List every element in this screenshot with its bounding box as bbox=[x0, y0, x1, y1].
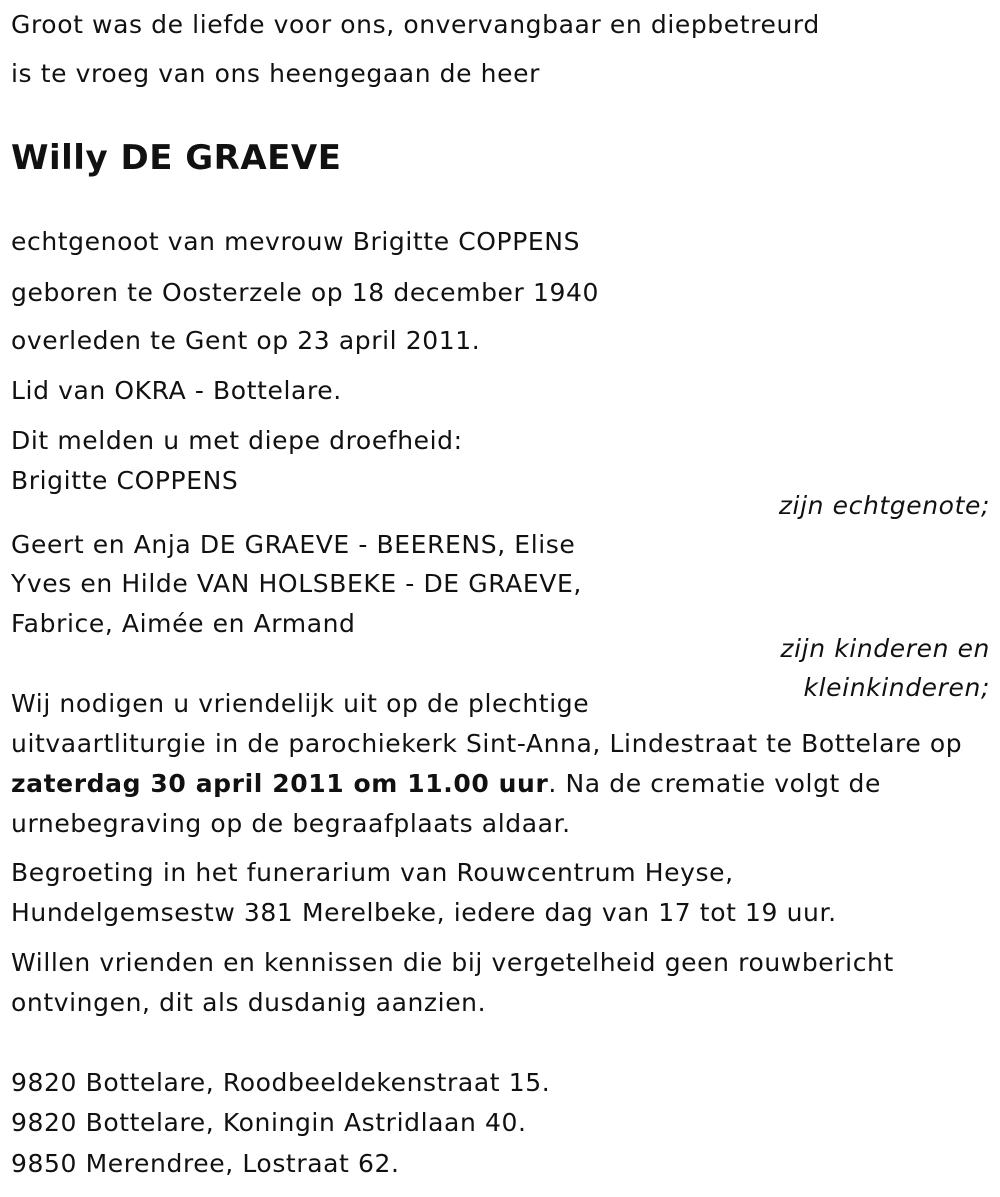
ceremony-line-2: uitvaartliturgie in de parochiekerk Sint-Anna, Lindestraat te Bottelare op bbox=[11, 729, 963, 758]
visitation-line-1: Begroeting in het funerarium van Rouwcentrum Heyse, bbox=[11, 858, 734, 887]
born-line: geboren te Oosterzele op 18 december 1940 bbox=[11, 278, 599, 307]
children-line-3: Fabrice, Aimée en Armand bbox=[11, 609, 356, 638]
spouse-line: echtgenoot van mevrouw Brigitte COPPENS bbox=[11, 227, 581, 256]
died-line: overleden te Gent op 23 april 2011. bbox=[11, 326, 481, 355]
ceremony-datetime: zaterdag 30 april 2011 om 11.00 uur bbox=[11, 769, 549, 798]
intro-line-1: Groot was de liefde voor ons, onvervangbaar en diepbetreurd bbox=[11, 10, 820, 39]
address-3: 9850 Merendree, Lostraat 62. bbox=[11, 1149, 400, 1178]
children-line-1: Geert en Anja DE GRAEVE - BEERENS, Elise bbox=[11, 530, 576, 559]
children-line-2: Yves en Hilde VAN HOLSBEKE - DE GRAEVE, bbox=[11, 569, 582, 598]
address-2: 9820 Bottelare, Koningin Astridlaan 40. bbox=[11, 1108, 527, 1137]
spouse-name: Brigitte COPPENS bbox=[11, 466, 239, 495]
ceremony-line-3-rest: . Na de crematie volgt de bbox=[548, 769, 881, 798]
intro-line-2: is te vroeg van ons heengegaan de heer bbox=[11, 59, 540, 88]
announcement-intro: Dit melden u met diepe droefheid: bbox=[11, 426, 463, 455]
member-line: Lid van OKRA - Bottelare. bbox=[11, 376, 342, 405]
ceremony-line-1: Wij nodigen u vriendelijk uit op de plechtige bbox=[11, 689, 590, 718]
notice-line-1: Willen vrienden en kennissen die bij vergetelheid geen rouwbericht bbox=[11, 948, 894, 977]
notice-line-2: ontvingen, dit als dusdanig aanzien. bbox=[11, 988, 487, 1017]
ceremony-line-4: urnebegraving op de begraafplaats aldaar. bbox=[11, 809, 571, 838]
spouse-role: zijn echtgenote; bbox=[778, 491, 990, 520]
ceremony-line-3 bbox=[11, 769, 881, 799]
children-role-line-1: zijn kinderen en bbox=[780, 634, 990, 663]
address-1: 9820 Bottelare, Roodbeeldekenstraat 15. bbox=[11, 1068, 551, 1097]
visitation-line-2: Hundelgemsestw 381 Merelbeke, iedere dag van 17 tot 19 uur. bbox=[11, 898, 837, 927]
deceased-name: Willy DE GRAEVE bbox=[11, 138, 342, 178]
children-role-line-2: kleinkinderen; bbox=[803, 673, 990, 702]
